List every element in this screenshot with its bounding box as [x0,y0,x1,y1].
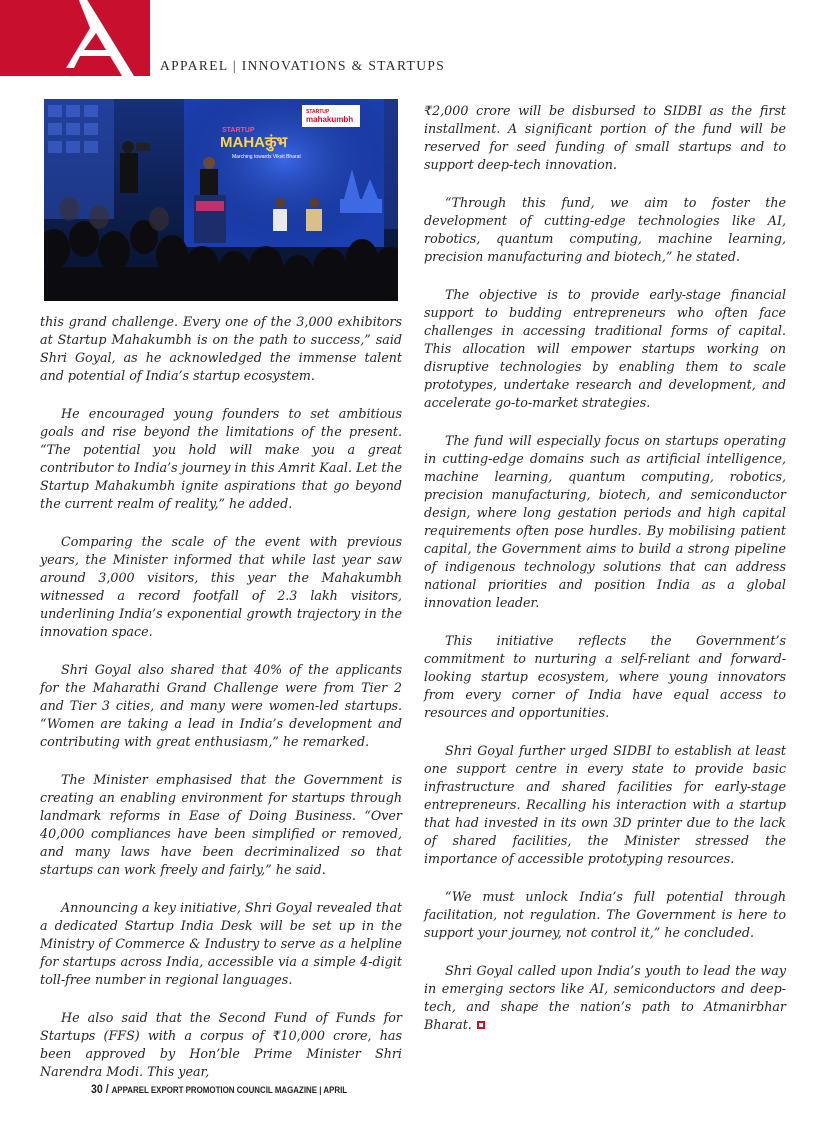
screen-tagline: Marching towards Viksit Bharat [232,154,301,160]
screen-brand: STARTUP [222,127,255,134]
paragraph: The fund will especially focus on startups operating in cutting-edge domains such as artificial intelligence, machine learning, quantum computing, robotics, precision manufacturing, biotech, and semiconductor design, where long gestation periods and high capital requirements often pose hurdles. By mobilising patient capital, the Government aims to build a strong pipeline of indigenous technology solutions that can address national priorities and position India as a global innovation leader. [424,433,786,610]
paragraph: “We must unlock India’s full potential through facilitation, not regulation. The Government is here to support your journey, not control it,” he concluded. [424,889,786,940]
corner-brand: STARTUP [306,109,330,115]
paragraph: He also said that the Second Fund of Funds for Startups (FFS) with a corpus of ₹10,000 crore, has been approved by Hon’ble Prime Minister Shri Narendra Modi. This year, [40,1010,402,1079]
right-column [424,102,786,1054]
paragraph: this grand challenge. Every one of the 3,000 exhibitors at Startup Mahakumbh is on the path to success,” said Shri Goyal, as he acknowledged the immense talent and potential of India’s startup ecosystem. [40,314,402,383]
paragraph: Comparing the scale of the event with previous years, the Minister informed that while last year saw around 3,000 visitors, this year the Mahakumbh witnessed a record footfall of 2.3 lakh visitors, underlining India’s exponential growth trajectory in the innovation space. [40,534,402,639]
red-letter-a-logo [0,0,150,76]
screen-title: MAHAकुंभ [220,134,288,151]
section-title: APPAREL | INNOVATIONS & STARTUPS [160,58,446,73]
paragraph: This initiative reflects the Government’s commitment to nurturing a self-reliant and forward-looking startup ecosystem, where young innovators from every corner of India have equal access to resources and opportunities. [424,633,786,720]
paragraph: He encouraged young founders to set ambitious goals and rise beyond the limitations of the present. “The potential you hold will make you a great contributor to India’s journey in this Amrit Kaal. Let the Startup Mahakumbh ignite aspirations that go beyond the current realm of reality,” he added. [40,406,402,511]
paragraph: ₹2,000 crore will be disbursed to SIDBI as the first installment. A significant portion of the fund will be reserved for seed funding of small startups and to support deep-tech innovation. [424,103,786,172]
footer-separator: / [102,1082,112,1096]
paragraph: “Through this fund, we aim to foster the development of cutting-edge technologies like AI, robotics, quantum computing, machine learning, precision manufacturing and biotech,” he stated. [424,195,786,264]
paragraph: Announcing a key initiative, Shri Goyal revealed that a dedicated Startup India Desk will be set up in the Ministry of Commerce & Industry to serve as a helpline for startups across India, accessible via a simple 4-digit toll-free number in regional languages. [40,900,402,987]
corner-title: mahakumbh [306,115,354,124]
paragraph: The objective is to provide early-stage financial support to budding entrepreneurs who often face challenges in accessing traditional forms of capital. This allocation will empower startups working on disruptive technologies by enabling them to scale prototypes, undertake research and development, and accelerate go-to-market strategies. [424,287,786,410]
page-number: 30 [91,1082,103,1096]
paragraph: Shri Goyal further urged SIDBI to establish at least one support centre in every state to provide basic infrastructure and shared facilities for early-stage entrepreneurs. Recalling his interaction with a startup that had invested in its own 3D printer due to the lack of shared facilities, the Minister stressed the importance of accessible prototyping resources. [424,743,786,866]
paragraph: The Minister emphasised that the Government is creating an enabling environment for startups through landmark reforms in Ease of Doing Business. “Over 40,000 compliances have been simplified or removed, and many laws have been decriminalized so that startups can work freely and fairly,” he said. [40,772,402,877]
paragraph-last [424,962,786,1034]
left-column [40,313,402,1101]
footer-text: APPAREL EXPORT PROMOTION COUNCIL MAGAZINE | APRIL [111,1085,348,1095]
end-mark-icon [477,1021,485,1029]
paragraph: Shri Goyal also shared that 40% of the applicants for the Maharathi Grand Challenge were from Tier 2 and Tier 3 cities, and many were women-led startups. “Women are taking a lead in India’s development and contributing with great enthusiasm,” he remarked. [40,662,402,749]
page-footer [91,1082,347,1096]
event-stage-photo [44,99,398,301]
paragraph-text: Shri Goyal called upon India’s youth to lead the way in emerging sectors like AI, semiconductors and deep-tech, and shape the nation’s path to Atmanirbhar Bharat. [424,963,786,1032]
